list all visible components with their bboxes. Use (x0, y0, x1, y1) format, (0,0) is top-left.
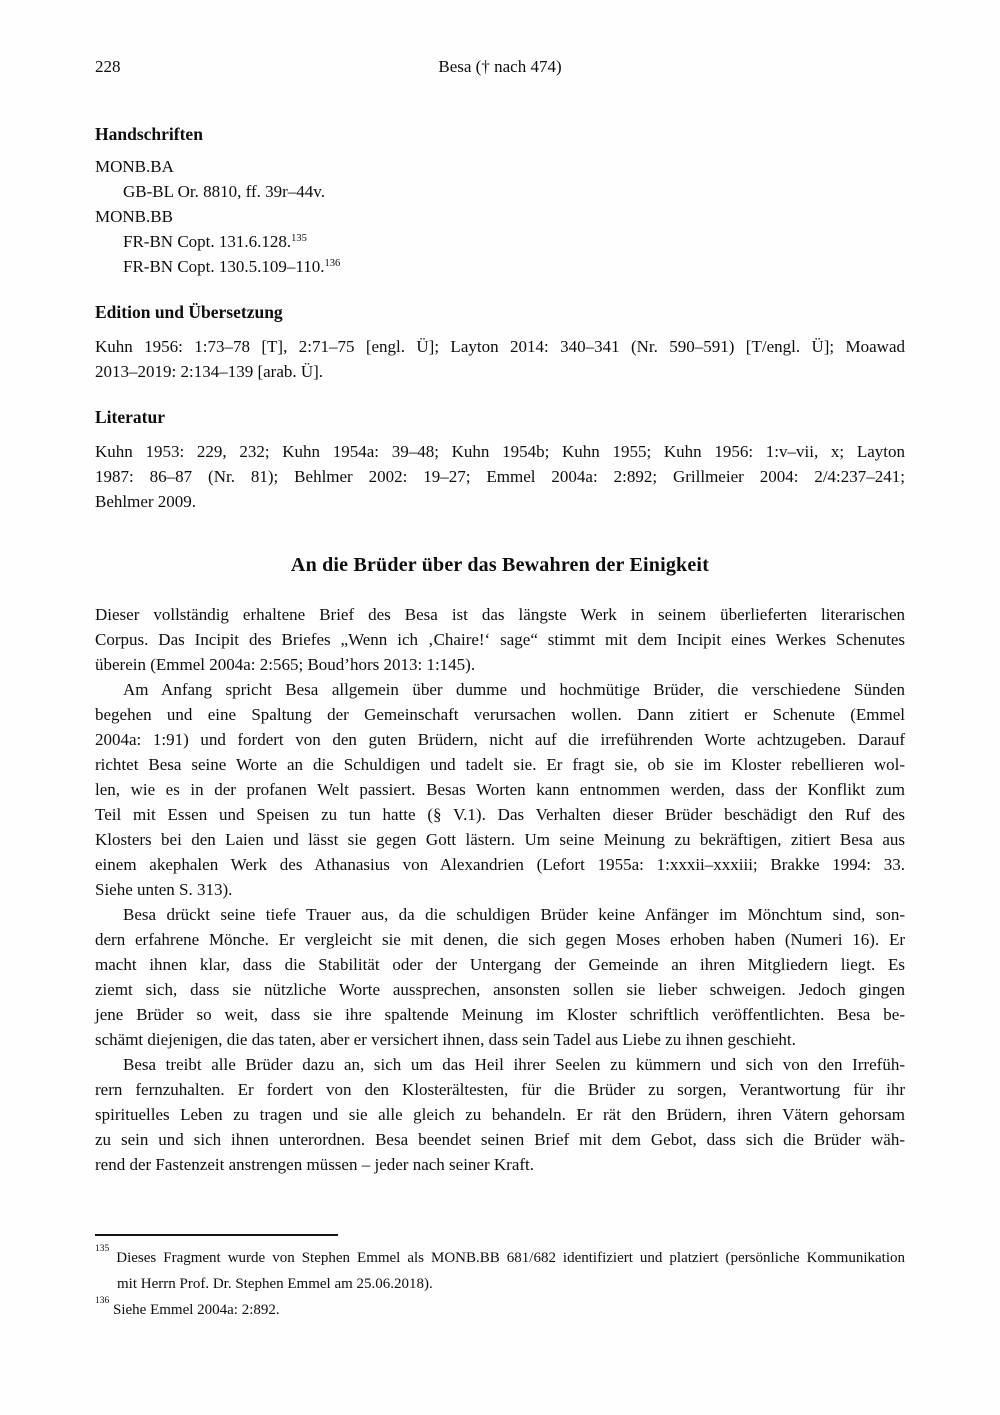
text-line: jene Brüder so weit, dass sie ihre spaltende Meinung im Kloster schriftlich veröffentlichten. Besa be- (95, 1005, 905, 1024)
edition-paragraph (95, 334, 905, 384)
section-handschriften (95, 122, 905, 279)
footnote-reference: 135 (291, 233, 307, 244)
text-line: Kuhn 1953: 229, 232; Kuhn 1954a: 39–48; Kuhn 1954b; Kuhn 1955; Kuhn 1956: 1:v–vii, x; Layton (95, 442, 905, 461)
footnote: $^{135}$ Dieses Fragment wurde von Stephen Emmel als MONB.BB 681/682 identifiziert und platziert (persönliche Kommunikation (95, 1244, 905, 1266)
text-line: schämt diejenigen, die das taten, aber er versichert ihnen, dass sein Tadel aus Liebe zu ihnen geschieht. (95, 1030, 796, 1049)
text-line: Am Anfang spricht Besa allgemein über dumme und hochmütige Brüder, die verschiedene Sünden (123, 680, 905, 699)
text-line: Behlmer 2009. (95, 492, 197, 511)
manuscript-shelfmark (95, 229, 905, 254)
text-line: Klosters bei den Laien und lässt sie gegen Gott lästern. Um seine Meinung zu bekräftigen, zitiert Besa aus (95, 830, 905, 849)
running-title: Besa († nach 474) (438, 57, 562, 76)
paragraph (95, 902, 905, 1052)
shelfmark-text: GB-BL Or. 8810, ff. 39r–44v. (123, 182, 325, 201)
footnote: $^{136}$ Siehe Emmel 2004a: 2:892. (95, 1296, 280, 1318)
manuscript-shelfmark (95, 179, 905, 204)
footnote-marker: 135 (95, 1244, 110, 1254)
handschriften-heading: Handschriften (95, 124, 203, 144)
text-line: 2004a: 1:91) und fordert von den guten Brüdern, nicht auf die irreführenden Worte achtzugeben. Darauf (95, 730, 905, 749)
footnote-marker: 136 (95, 1296, 110, 1306)
footnotes-area (95, 1234, 905, 1323)
manuscript-list (95, 154, 905, 279)
footnote-rule (95, 1234, 338, 1236)
text-line: ziemt sich, dass sie nützliche Worte aussprechen, ansonsten sollen sie lieber schweigen. Jedoch gingen (95, 980, 905, 999)
text-line: Siehe unten S. 313). (95, 880, 233, 899)
text-line: richtet Besa seine Worte an die Schuldigen und tadelt sie. Er fragt sie, ob sie im Kloster rebellieren wol- (95, 755, 905, 774)
literatur-paragraph (95, 439, 905, 514)
text-line: 1987: 86–87 (Nr. 81); Behlmer 2002: 19–27; Emmel 2004a: 2:892; Grillmeier 2004: 2/4:237–241; (95, 467, 905, 486)
text-line: Kuhn 1956: 1:73–78 [T], 2:71–75 [engl. Ü]; Layton 2014: 340–341 (Nr. 590–591) [T/engl. Ü]; Moawad (95, 337, 905, 356)
manuscript-siglum: MONB.BB (95, 207, 173, 226)
text-line: rern fernzuhalten. Er fordert von den Klosterältesten, für die Brüder zu sorgen, Verantwortung für ihr (95, 1080, 905, 1099)
work-description (95, 602, 905, 1177)
text-line: einem akephalen Werk des Athanasius von Alexandrien (Lefort 1955a: 1:xxxii–xxxiii; Brakke 1994: 33. (95, 855, 905, 874)
text-line: Teil mit Essen und Speisen zu tun hatte (§ V.1). Das Verhalten dieser Brüder beschädigt den Ruf des (95, 805, 905, 824)
text-line: Besa drückt seine tiefe Trauer aus, da die schuldigen Brüder keine Anfänger im Mönchtum sind, son- (123, 905, 905, 924)
manuscript-siglum: MONB.BA (95, 157, 174, 176)
text-line: macht ihnen klar, dass die Stabilität oder der Untergang der Gemeinde an ihren Mitgliedern liegt. Es (95, 955, 905, 974)
text-line: überein (Emmel 2004a: 2:565; Boud’hors 2013: 1:145). (95, 655, 476, 674)
page-header (95, 54, 905, 76)
text-line: rend der Fastenzeit anstrengen müssen – jeder nach seiner Kraft. (95, 1155, 534, 1174)
edition-heading: Edition und Übersetzung (95, 302, 283, 322)
footnote-list (95, 1245, 905, 1323)
literatur-heading: Literatur (95, 407, 165, 427)
shelfmark-text: FR-BN Copt. 131.6.128. (123, 232, 292, 251)
shelfmark-text: FR-BN Copt. 130.5.109–110. (123, 257, 325, 276)
text-line: Besa treibt alle Brüder dazu an, sich um das Heil ihrer Seelen zu kümmern und sich von den Irrefüh- (123, 1055, 905, 1074)
text-line: spirituelles Leben zu tragen und sie alle gleich zu behandeln. Er rät den Brüdern, ihren Vätern gehorsam (95, 1105, 905, 1124)
paragraph (95, 1052, 905, 1177)
footnote-reference: 136 (324, 258, 341, 269)
paragraph (95, 677, 905, 902)
text-line: Corpus. Das Incipit des Briefes „Wenn ich ‚Chaire!‘ sage“ stimmt mit dem Incipit eines Werkes Schenutes (95, 630, 905, 649)
text-line: zu sein und sich ihnen unterordnen. Besa beendet seinen Brief mit dem Gebot, dass sich die Brüder wäh- (95, 1130, 905, 1149)
text-line: Dieser vollständig erhaltene Brief des Besa ist das längste Werk in seinem überlieferten literarischen (95, 605, 905, 624)
section-literatur (95, 405, 905, 514)
page-number: 228 (95, 57, 121, 76)
paragraph (95, 602, 905, 677)
text-line: len, wie es in der profanen Welt passiert. Besas Worten kann entnommen werden, dass der Konflikt zum (95, 780, 905, 799)
section-edition (95, 300, 905, 384)
text-line: begehen und eine Spaltung der Gemeinschaft verursachen wollen. Dann zitiert er Schenute (Emmel (95, 705, 905, 724)
text-line: dern erfahrene Mönche. Er vergleicht sie mit denen, die sich gegen Moses erhoben haben (Numeri 16). Er (95, 930, 905, 949)
footnote-continuation: mit Herrn Prof. Dr. Stephen Emmel am 25.06.2018). (117, 1276, 433, 1292)
manuscript-shelfmark (95, 254, 905, 279)
text-line: 2013–2019: 2:134–139 [arab. Ü]. (95, 362, 324, 381)
work-title: An die Brüder über das Bewahren der Einigkeit (290, 554, 710, 576)
